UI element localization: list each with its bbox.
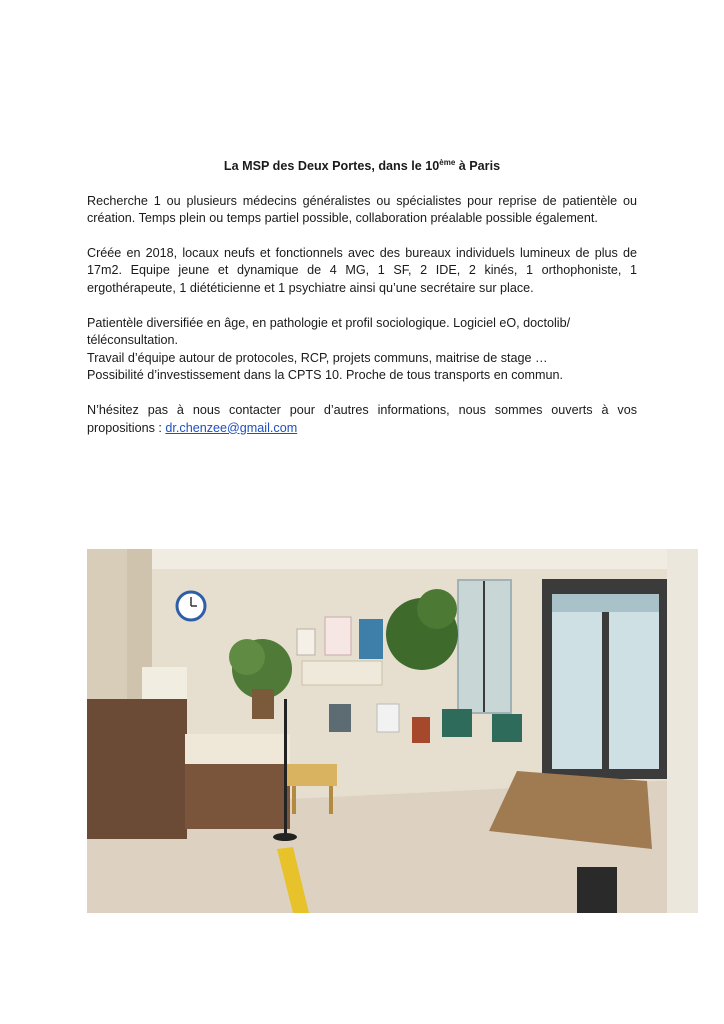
title-superscript: ème	[439, 157, 456, 167]
waiting-room-photo	[87, 549, 698, 913]
paragraph-premises: Créée en 2018, locaux neufs et fonctionnels avec des bureaux individuels lumineux de plus de 17m2. Equipe jeune et dynamique de 4 MG, 1 SF, 2 IDE, 2 kinés, 1 orthophoniste, 1 ergothérapeute, 1 diététicienne et 1 psychiatre ainsi qu’une secrétaire sur place.	[87, 245, 637, 295]
paragraph-details	[87, 315, 637, 385]
document-body	[87, 158, 637, 454]
contact-text: N’hésitez pas à nous contacter pour d’autres informations, nous sommes ouverts à vos propositions :	[87, 402, 637, 435]
details-line-3: Possibilité d’investissement dans la CPTS 10. Proche de tous transports en commun.	[87, 368, 563, 383]
details-line-1: Patientèle diversifiée en âge, en pathologie et profil sociologique. Logiciel eO, doctolib/ téléconsultation.	[87, 315, 571, 348]
paragraph-recruitment: Recherche 1 ou plusieurs médecins généralistes ou spécialistes pour reprise de patientèle ou création. Temps plein ou temps partiel possible, collaboration préalable possible également.	[87, 193, 637, 226]
paragraph-contact	[87, 402, 637, 437]
title-end: à Paris	[455, 159, 501, 173]
email-link[interactable]: dr.chenzee@gmail.com	[165, 420, 298, 435]
document-title	[87, 158, 637, 176]
details-line-2: Travail d’équipe autour de protocoles, RCP, projets communs, maitrise de stage …	[87, 350, 548, 365]
title-text: La MSP des Deux Portes, dans le 10	[223, 159, 440, 173]
